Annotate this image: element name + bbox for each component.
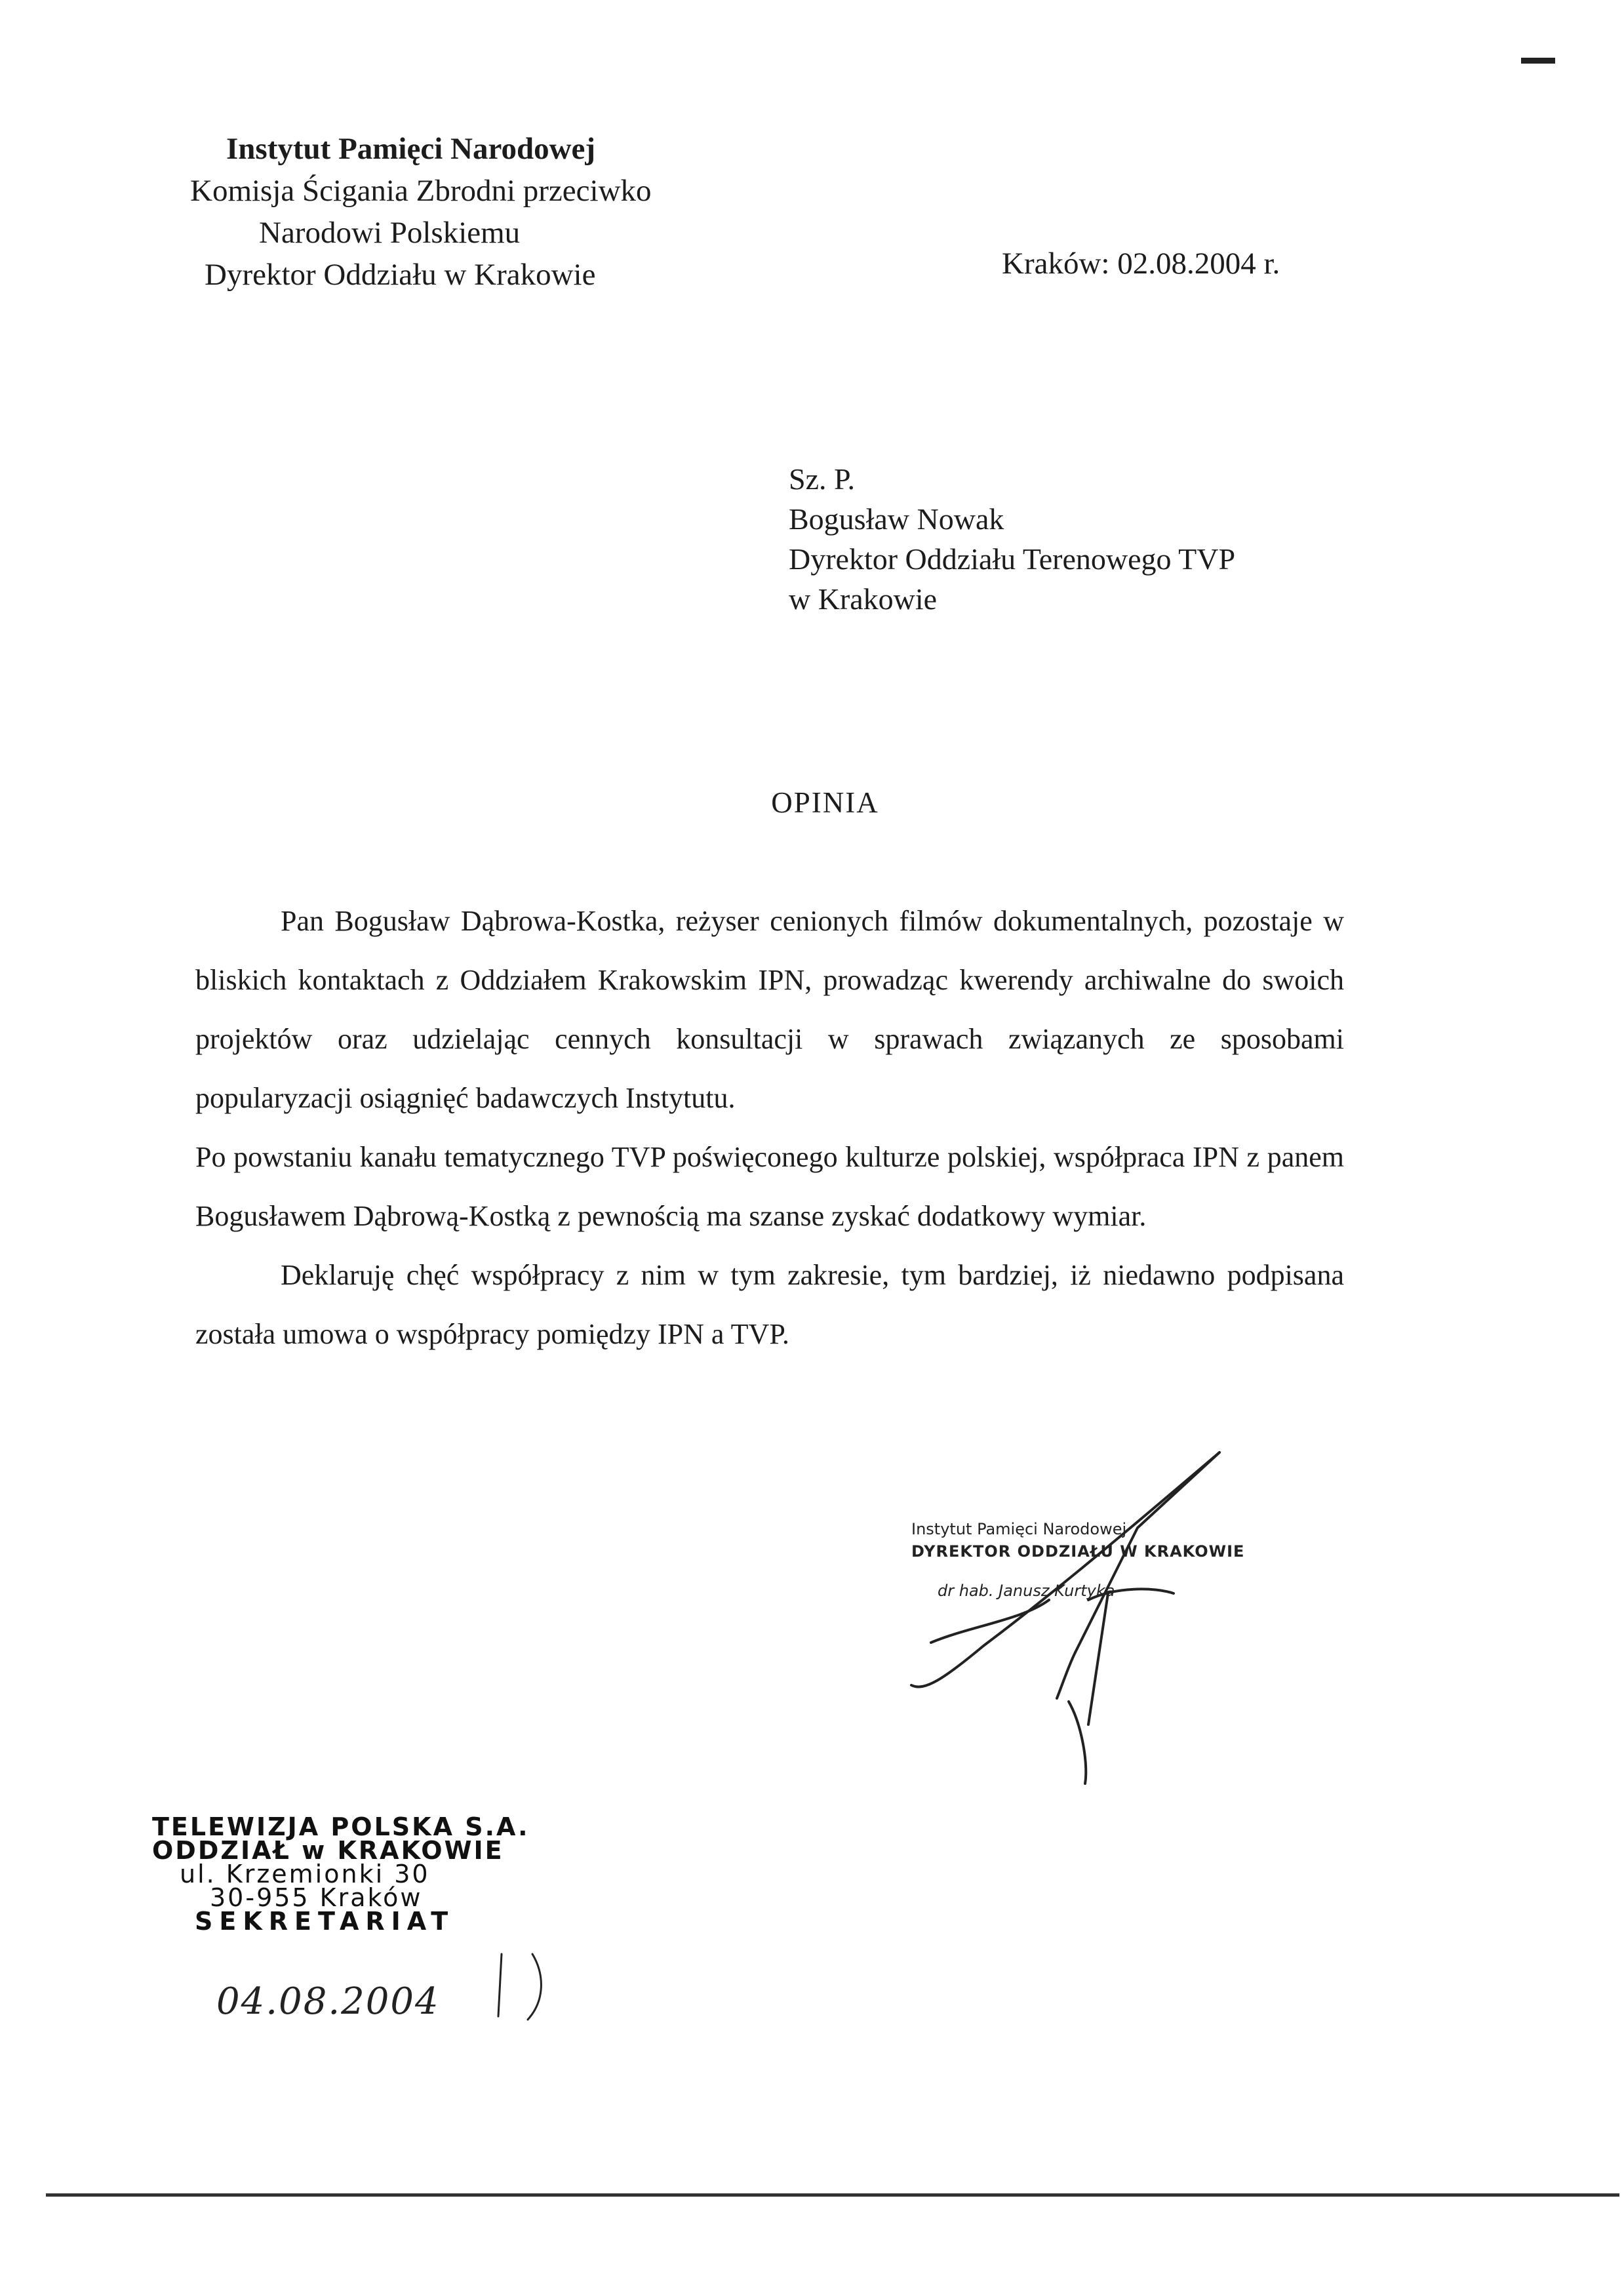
recipient-name: Bogusław Nowak bbox=[789, 502, 1004, 536]
handwritten-receipt-date: 04.08.2004 bbox=[216, 1980, 440, 2023]
body-paragraph-2: Po powstaniu kanału tematycznego TVP poświęconego kulturze polskiej, współpraca IPN z panem Bogusławem Dąbrową-Kostką z pewnością ma szanse zyskać dodatkowy wymiar. bbox=[195, 1141, 1344, 1232]
recipient-block bbox=[789, 459, 1235, 619]
letter-date: Kraków: 02.08.2004 r. bbox=[1002, 247, 1280, 281]
letter-body bbox=[195, 892, 1344, 1364]
tvp-stamp-line-1: TELEWIZJA POLSKA S.A. bbox=[152, 1812, 530, 1841]
director-title: Dyrektor Oddziału w Krakowie bbox=[205, 258, 596, 292]
recipient-salutation: Sz. P. bbox=[789, 462, 855, 496]
page-bottom-rule bbox=[46, 2193, 1619, 2197]
recipient-location: w Krakowie bbox=[789, 582, 938, 616]
stamp-director: DYREKTOR ODDZIAŁU W KRAKOWIE bbox=[911, 1542, 1245, 1561]
tvp-receipt-stamp bbox=[152, 1812, 530, 1936]
tvp-stamp-line-2: ODDZIAŁ w KRAKOWIE bbox=[152, 1836, 504, 1865]
commission-name: Komisja Ścigania Zbrodni przeciwko bbox=[190, 174, 652, 208]
document-heading: OPINIA bbox=[771, 786, 879, 819]
stamp-institution: Instytut Pamięci Narodowej bbox=[911, 1520, 1127, 1538]
stamp-signatory: dr hab. Janusz Kurtyka bbox=[938, 1582, 1115, 1600]
director-signature-stamp bbox=[911, 1518, 1252, 1602]
tvp-stamp-line-5: SEKRETARIAT bbox=[195, 1907, 455, 1936]
scan-corner-mark bbox=[1521, 58, 1555, 64]
body-paragraph-3: Deklaruję chęć współpracy z nim w tym zakresie, tym bardziej, iż niedawno podpisana została umowa o współpracy pomiędzy IPN a TVP. bbox=[195, 1259, 1344, 1350]
body-paragraph-1: Pan Bogusław Dąbrowa-Kostka, reżyser cenionych filmów dokumentalnych, pozostaje w bliskich kontaktach z Oddziałem Krakowskim IPN, prowadząc kwerendy archiwalne do swoich projektów oraz udzielając cennych konsultacji w sprawach związanych ze sposobami popularyzacji osiągnięć badawczych Instytutu. bbox=[195, 905, 1344, 1114]
institution-name: Instytut Pamięci Narodowej bbox=[226, 132, 596, 166]
tvp-stamp-line-4: 30-955 Kraków bbox=[210, 1883, 423, 1912]
recipient-position: Dyrektor Oddziału Terenowego TVP bbox=[789, 542, 1236, 576]
tvp-stamp-line-3: ul. Krzemionki 30 bbox=[180, 1860, 430, 1888]
commission-name-cont: Narodowi Polskiemu bbox=[259, 216, 521, 250]
